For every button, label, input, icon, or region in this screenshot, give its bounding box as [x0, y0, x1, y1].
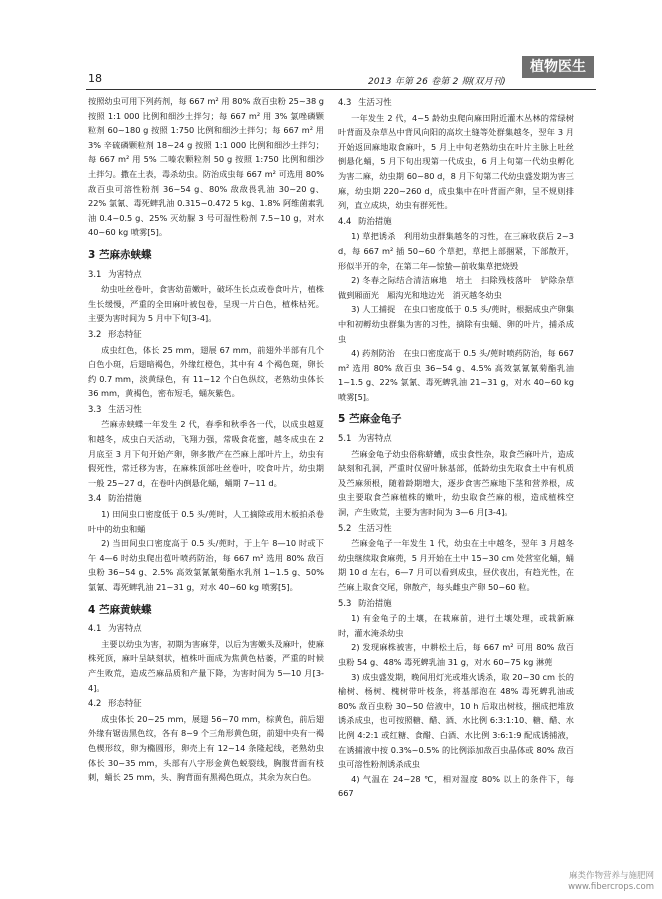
subsection-5-3: 5.3 防治措施 [338, 597, 392, 608]
magazine-title: 植物医生 [522, 56, 594, 78]
paragraph-3-1: 幼虫吐丝卷叶，食害幼苗嫩叶，破坏生长点或卷食叶片，植株生长缓慢，严重的全田麻叶被包卷，呈现一片白色，植株枯死。主要为害时间为 5 月中下旬[3-4]。 [88, 284, 324, 324]
subsection-5-1: 5.1 为害特点 [338, 433, 392, 444]
subsection-3-3: 3.3 生活习性 [88, 403, 142, 414]
left-column [88, 94, 324, 785]
paragraph-4-4-4: 4) 药剂防治 在虫口密度高于 0.5 头/蔸时喷药防治，每 667 m² 选用 80% 敌百虫 36~54 g、4.5% 高效氯氰氰菊酯乳油 1~1.5 g、22% 氯氰、毒死蜱乳油 21~31 g，对水 40~60 kg 喷雾[5]。 [338, 348, 574, 402]
subsection-3-1: 3.1 为害特点 [88, 268, 142, 279]
paragraph-3-3: 苎麻赤蛱蝶一年发生 2 代，春季和秋季各一代，以成虫越夏和越冬，成虫白天活动，飞翔力强，常吸食花蜜，越冬成虫在 2 月底至 3 月下旬开始产卵，卵多散产在苎麻上部叶片上，幼虫有假死性，常迁移为害，在麻株顶部吐丝卷叶，咬食叶片，幼虫期一般 25~27 d，在卷叶内倒悬化蛹，蛹期 7~11 d。 [88, 419, 324, 488]
paragraph-3-4-a: 1) 田间虫口密度低于 0.5 头/蔸时，人工摘除或用木板拍杀卷叶中的幼虫和蛹 [88, 509, 324, 534]
section-4-title: 4 苎麻黄蛱蝶 [88, 603, 152, 616]
paragraph-4-4-2: 2) 冬春之际结合清洁麻地 培土 扫除残枝落叶 铲除杂草 做到厢面光 厢沟光和地边光 消灭越冬幼虫 [338, 275, 583, 300]
watermark-name: 麻类作物营养与施肥网 [568, 871, 654, 881]
subsection-3-4: 3.4 防治措施 [88, 493, 142, 504]
section-5-title: 5 苎麻金龟子 [338, 413, 402, 426]
subsection-4-4: 4.4 防治措施 [338, 215, 392, 226]
page-number: 18 [88, 72, 102, 85]
paragraph-4-4-3: 3) 人工捕捉 在虫口密度低于 0.5 头/蔸时，根据成虫产卵集中和初孵幼虫群集为害的习性，摘除有虫蛹、卵的叶片，捕杀成虫 [338, 304, 574, 344]
subsection-3-2: 3.2 形态特征 [88, 328, 142, 339]
issue-info: 2013 年第 26 卷第 2 期(双月刊) [368, 77, 506, 87]
header-rule [86, 89, 596, 90]
paragraph-intro: 按照幼虫可用下列药剂，每 667 m² 用 80% 敌百虫粉 25~38 g 按照 1:1 000 比例和细沙土拌匀；每 667 m² 用 3% 氯唑磷颗粒剂 60~180 g 按照 1:750 比例和细沙土拌匀；每 667 m² 用 3% 辛硫磷颗粒剂 18~24 g 按照 1:1 000 比例和细沙土拌匀；每 667 m² 用 5% 二嗪农颗粒剂 50 g 按照 1:750 比例和细沙土拌匀。撒在土表，毒杀幼虫。防治成虫每 667 m² 可选用 80% 敌百虫可溶性粉剂 36~54 g、80% 敌敌畏乳油 30~20 g、22% 氯氰、毒死蜱乳油 0.315~0.472 5 kg、1.8% 阿维菌素乳油 0.4~0.5 g、25% 灭幼脲 3 号可湿性粉剂 7.5~10 g，对水 40~60 kg 喷雾[5]。 [88, 96, 324, 238]
paragraph-5-1: 苎麻金龟子幼虫俗称蛴螬，成虫食性杂，取食苎麻叶片，造成缺刻和孔洞，严重时仅留叶脉基部，低龄幼虫先取食土中有机质及苎麻须根，随着龄期增大，逐步食害苎麻地下茎和营养根，成虫主要取食苎麻植株的嫩叶，幼虫取食苎麻的根，造成植株空洞，产生败荒，主要为害时间为 3—6 月[3-4]。 [338, 448, 574, 518]
paragraph-4-1: 主要以幼虫为害，初期为害麻芽，以后为害嫩头及麻叶，使麻株死顶，麻叶呈缺刻状，植株叶面成为焦黄色枯萎，严重的时候产生败荒，造成苎麻品质和产量下降，为害时间为 5—10 月[3-4]。 [88, 638, 324, 693]
subsection-4-1: 4.1 为害特点 [88, 623, 142, 634]
paragraph-4-3: 一年发生 2 代，4~5 龄幼虫爬向麻田附近灌木丛林的常绿树叶背面及杂草丛中背风向阳的高坎土缝等处群集越冬，翌年 3 月开始返回麻地取食麻叶，5 月上中旬老熟幼虫在叶片主脉上吐丝倒悬化蛹，5 月下旬出现第一代成虫，6 月上旬第一代幼虫孵化为害二麻，幼虫期 60~80 d，8 月下旬第二代幼虫盛发期为害三麻，幼虫期 220~260 d，成虫集中在叶背面产卵，呈不规则排列，直立成块，幼虫有群死性。 [338, 112, 574, 211]
subsection-4-2: 4.2 形态特征 [88, 698, 142, 709]
paragraph-4-2: 成虫体长 20~25 mm，展翅 56~70 mm，棕黄色，前后翅外缘有锯齿黑色纹，各有 8~9 个三角形黄色斑，前翅中央有一褐色楔形纹，卵为橢圆形，卵壳上有 12~14 条隆起线，老熟幼虫体长 30~35 mm，头部有八字形金黄色蜕裂线，胸腹背面有枝刺，蛹长 25 mm，头、胸背面有黑褐色斑点，其余为灰白色。 [88, 713, 324, 783]
subsection-5-2: 5.2 生活习性 [338, 522, 392, 533]
watermark-url: www.fibercrops.com [568, 882, 654, 892]
paragraph-3-4-b: 2) 当田间虫口密度高于 0.5 头/蔸时，于上午 8—10 时或下午 4—6 时幼虫爬出苞叶喷药防治，每 667 m² 选用 80% 敌百虫粉 36~54 g、2.5% 高效氯氰氰菊酯水乳剂 1~1.5 g、50% 氯氰、毒死蜱乳油 21~31 g，对水 40~60 kg 喷雾[5]。 [88, 538, 324, 592]
section-3-title: 3 苎麻赤蛱蝶 [88, 248, 152, 261]
paragraph-3-2: 成虫红色，体长 25 mm，翅展 67 mm，前翅外半部有几个白色小斑，后翅暗褐色，外缘红橙色，其中有 4 个褐色斑，卵长约 0.7 mm，淡黄绿色，有 11~12 个白色纵纹，老熟幼虫体长 36 mm，黄褐色，密布短毛，蛹灰紫色。 [88, 344, 324, 399]
paragraph-5-3-1: 1) 有金龟子的土壤，在栽麻前，进行土壤处理，或栽新麻时，灌水淹杀幼虫 [338, 613, 574, 638]
paragraph-5-2: 苎麻金龟子一年发生 1 代，幼虫在土中越冬，翌年 3 月越冬幼虫继续取食麻蔸，5 月开始在土中 15~30 cm 处营室化蛹，蛹期 10 d 左右，6—7 月可以看到成虫，昼伏夜出，有趋光性，在苎麻上取食交尾，卵散产，每头雌虫产卵 50~60 粒。 [338, 538, 574, 592]
paragraph-5-3-3: 3) 成虫盛发期，晚间用灯光或堆火诱杀，取 20~30 cm 长的榆树、杨树、槐树带叶枝条，将基部泡在 48% 毒死蜱乳油或 80% 敌百虫粉 30~50 倍液中，10 h 后取出树枝，捆成把堆放诱杀成虫，也可按照糖、醋、酒、水比例 6:3:1:10、糖、醋、水比例 4:2:1 或红糖、食醋、白酒、水比例 3:6:1:9 配成诱捕液，在诱捕液中按 0.3%~0.5% 的比例添加敌百虫晶体或 80% 敌百虫可溶性粉剂诱杀成虫 [338, 671, 574, 770]
paragraph-4-4-1: 1) 草把诱杀 利用幼虫群集越冬的习性，在三麻收获后 2~3 d，每 667 m² 插 50~60 个草把，草把上部捆紧，下部散开，形似半开的伞，在第二年—惊蛰—前收集草把烧毁 [338, 231, 574, 271]
watermark [568, 871, 654, 893]
paragraph-5-3-4: 4) 气温在 24~28 ℃，相对湿度 80% 以上的条件下，每 667 [338, 773, 574, 799]
paragraph-5-3-2: 2) 发现麻株被害，中耕松土后，每 667 m² 可用 80% 敌百虫粉 54 g、48% 毒死蜱乳油 31 g，对水 60~75 kg 淋蔸 [338, 642, 574, 667]
right-column [338, 94, 583, 801]
subsection-4-3: 4.3 生活习性 [338, 97, 392, 107]
